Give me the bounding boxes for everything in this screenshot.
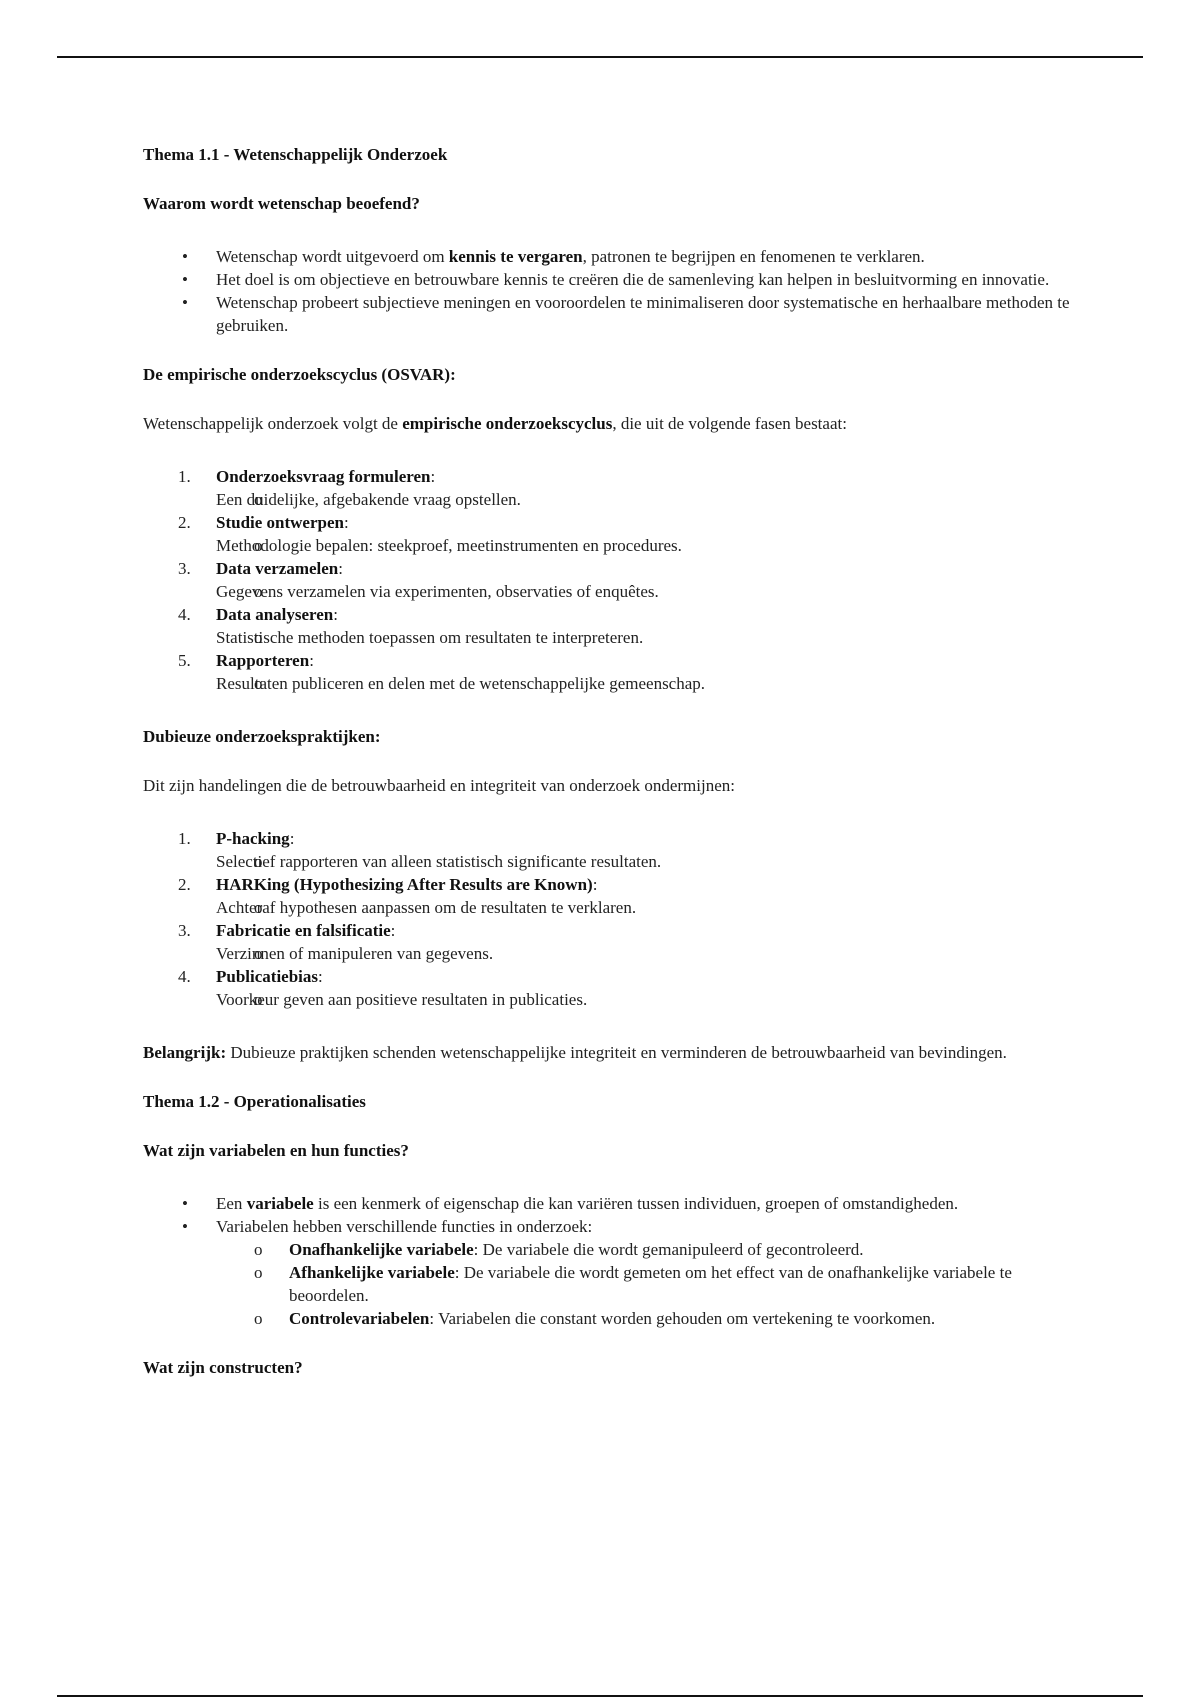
- list-item: 2. HARKing (Hypothesizing After Results are Known): o Achteraf hypothesen aanpassen om de resultaten te verklaren.: [143, 873, 1073, 919]
- why-science-list: [143, 245, 1073, 337]
- dubious-intro: Dit zijn handelingen die de betrouwbaarheid en integriteit van onderzoek ondermijnen:: [143, 776, 735, 795]
- list-item: • Wetenschap probeert subjectieve meningen en vooroordelen te minimaliseren door systematische en herhaalbare methoden te gebruiken.: [143, 291, 1073, 337]
- list-item: • Variabelen hebben verschillende functies in onderzoek: o Onafhankelijke variabele: De variabele die wordt gemanipuleerd of gecontroleerd. o Afhankelijke variabele: De variabele die wordt gemeten om het effect van de onafhankelijke variabele te beoordelen. o Controlevariabelen: Variabelen die constant worden gehouden om vertekening te voorkomen.: [143, 1215, 1073, 1330]
- list-item: 4. Data analyseren: o Statistische methoden toepassen om resultaten te interpreteren.: [143, 603, 1073, 649]
- list-item: 3. Data verzamelen: o Gegevens verzamelen via experimenten, observaties of enquêtes.: [143, 557, 1073, 603]
- heading-dubious-practices: Dubieuze onderzoekspraktijken:: [143, 727, 381, 746]
- important-note: Belangrijk: Dubieuze praktijken schenden wetenschappelijke integriteit en verminderen de betrouwbaarheid van bevindingen.: [143, 1043, 1007, 1062]
- list-item: 1. Onderzoeksvraag formuleren: o Een duidelijke, afgebakende vraag opstellen.: [143, 465, 1073, 511]
- sub-item: o Voorkeur geven aan positieve resultaten in publicaties.: [143, 988, 1073, 1011]
- list-item: 5. Rapporteren: o Resultaten publiceren en delen met de wetenschappelijke gemeenschap.: [143, 649, 1073, 695]
- document-page: [143, 143, 1073, 1379]
- heading-why-science: Waarom wordt wetenschap beoefend?: [143, 194, 420, 213]
- sub-item: o Methodologie bepalen: steekproef, meetinstrumenten en procedures.: [143, 534, 1073, 557]
- list-item: 4. Publicatiebias: o Voorkeur geven aan positieve resultaten in publicaties.: [143, 965, 1073, 1011]
- dubious-list: [143, 827, 1073, 1011]
- sub-item: o Resultaten publiceren en delen met de wetenschappelijke gemeenschap.: [143, 672, 1073, 695]
- sub-item: o Achteraf hypothesen aanpassen om de resultaten te verklaren.: [143, 896, 1073, 919]
- heading-empirical-cycle: De empirische onderzoekscyclus (OSVAR):: [143, 365, 456, 384]
- heading-constructs: Wat zijn constructen?: [143, 1358, 303, 1377]
- list-item: 1. P-hacking: o Selectief rapporteren van alleen statistisch significante resultaten.: [143, 827, 1073, 873]
- sub-item: o Afhankelijke variabele: De variabele die wordt gemeten om het effect van de onafhankelijke variabele te beoordelen.: [216, 1261, 1073, 1307]
- list-item: • Een variabele is een kenmerk of eigenschap die kan variëren tussen individuen, groepen of omstandigheden.: [143, 1192, 1073, 1215]
- list-item: • Wetenschap wordt uitgevoerd om kennis te vergaren, patronen te begrijpen en fenomenen te verklaren.: [143, 245, 1073, 268]
- sub-item: o Gegevens verzamelen via experimenten, observaties of enquêtes.: [143, 580, 1073, 603]
- list-item: 3. Fabricatie en falsificatie: o Verzinnen of manipuleren van gegevens.: [143, 919, 1073, 965]
- variable-functions-list: [216, 1238, 1073, 1330]
- cycle-intro: Wetenschappelijk onderzoek volgt de empirische onderzoekscyclus, die uit de volgende fasen bestaat:: [143, 414, 847, 433]
- sub-item: o Selectief rapporteren van alleen statistisch significante resultaten.: [143, 850, 1073, 873]
- cycle-list: [143, 465, 1073, 695]
- variables-list: [143, 1192, 1073, 1330]
- list-item: 2. Studie ontwerpen: o Methodologie bepalen: steekproef, meetinstrumenten en procedures.: [143, 511, 1073, 557]
- section-title-1-1: Thema 1.1 - Wetenschappelijk Onderzoek: [143, 145, 448, 164]
- sub-item: o Statistische methoden toepassen om resultaten te interpreteren.: [143, 626, 1073, 649]
- list-item: • Het doel is om objectieve en betrouwbare kennis te creëren die de samenleving kan helpen in besluitvorming en innovatie.: [143, 268, 1073, 291]
- top-rule: [57, 56, 1143, 58]
- sub-item: o Controlevariabelen: Variabelen die constant worden gehouden om vertekening te voorkomen.: [216, 1307, 1073, 1330]
- sub-item: o Een duidelijke, afgebakende vraag opstellen.: [143, 488, 1073, 511]
- section-title-1-2: Thema 1.2 - Operationalisaties: [143, 1092, 366, 1111]
- heading-variables: Wat zijn variabelen en hun functies?: [143, 1141, 409, 1160]
- bottom-rule: [57, 1695, 1143, 1697]
- sub-item: o Onafhankelijke variabele: De variabele die wordt gemanipuleerd of gecontroleerd.: [216, 1238, 1073, 1261]
- sub-item: o Verzinnen of manipuleren van gegevens.: [143, 942, 1073, 965]
